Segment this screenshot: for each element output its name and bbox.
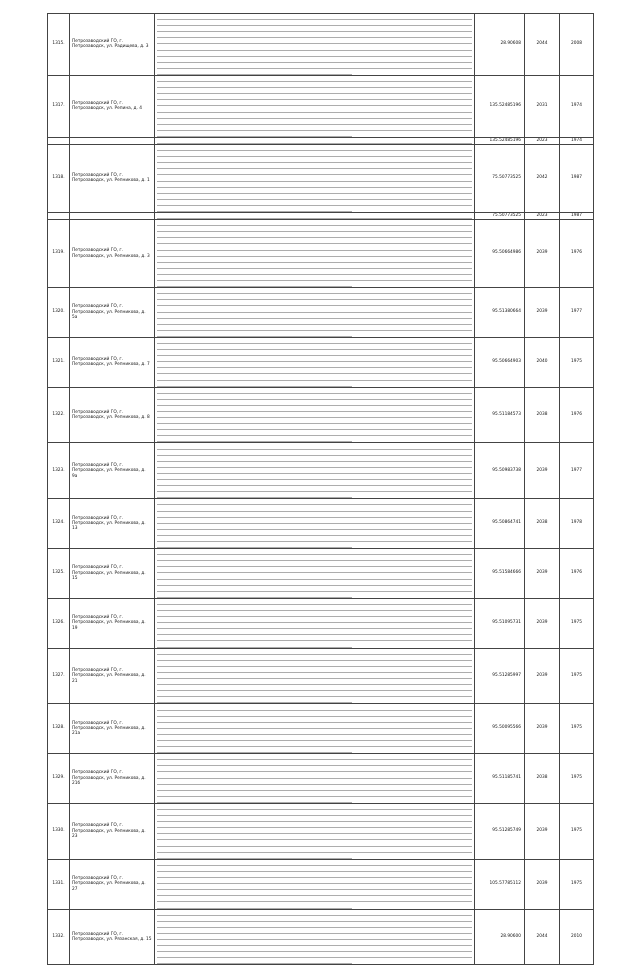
description-text-line [157, 612, 472, 618]
row-address [70, 137, 155, 144]
description-text-line [157, 698, 352, 704]
description-text-line [157, 388, 472, 394]
description-text-line [157, 338, 472, 344]
description-text-line [157, 829, 472, 835]
table-row [48, 499, 594, 549]
description-text-line [157, 125, 472, 131]
row-year-built: 1976 [560, 549, 594, 599]
description-text-line [157, 735, 472, 741]
description-text-line [157, 227, 472, 233]
description-text-line [157, 487, 472, 493]
description-text-line [157, 138, 472, 144]
row-address: Петрозаводский ГО, г. Петрозаводск, ул. Репникова, д. 9а [70, 443, 155, 499]
description-text-line [157, 413, 472, 419]
row-area-value: 95.51285749 [475, 803, 525, 859]
description-text-line [157, 15, 472, 21]
row-works-description [155, 220, 475, 288]
row-address: Петрозаводский ГО, г. Петрозаводск, ул. Рязанская, д. 15 [70, 909, 155, 965]
description-text-line [157, 152, 472, 158]
description-text-line [157, 275, 472, 281]
description-text-line [157, 891, 472, 897]
row-area-value: 28.90608 [475, 14, 525, 76]
row-area-value: 95.50664986 [475, 220, 525, 288]
row-address: Петрозаводский ГО, г. Петрозаводск, ул. Репникова, д. 19 [70, 598, 155, 648]
row-area-value: 75.50773525 [475, 144, 525, 212]
description-text-line [157, 574, 472, 580]
description-text-line [157, 131, 352, 137]
description-text-line [157, 755, 472, 761]
works-table [47, 13, 594, 965]
description-text-line [157, 95, 472, 101]
row-id: 1324. [48, 499, 70, 549]
description-text-line [157, 636, 472, 642]
description-text-line [157, 835, 472, 841]
table-row [48, 598, 594, 648]
description-text-line [157, 113, 472, 119]
row-area-value: 95.50095566 [475, 704, 525, 754]
row-id: 1325. [48, 549, 70, 599]
row-year-built: 1977 [560, 288, 594, 338]
description-text-line [157, 605, 472, 611]
row-address: Петрозаводский ГО, г. Петрозаводск, ул. Репина, д. 4 [70, 75, 155, 137]
description-text-line [157, 916, 472, 922]
description-text-line [157, 307, 472, 313]
table-row [48, 387, 594, 443]
description-text-line [157, 344, 472, 350]
row-works-description [155, 75, 475, 137]
row-address: Петрозаводский ГО, г. Петрозаводск, ул. Репникова, д. 13 [70, 499, 155, 549]
description-text-line [157, 717, 472, 723]
row-works-description [155, 598, 475, 648]
row-year-built: 1975 [560, 704, 594, 754]
row-year-planned: 2044 [525, 909, 560, 965]
description-text-line [157, 107, 472, 113]
row-year-planned: 2038 [525, 499, 560, 549]
description-text-line [157, 885, 472, 891]
description-text-line [157, 568, 472, 574]
description-text-line [157, 530, 472, 536]
description-text-line [157, 797, 352, 803]
table-row [48, 803, 594, 859]
row-area-value: 135.52485196 [475, 75, 525, 137]
description-text-line [157, 474, 472, 480]
row-year-built: 2010 [560, 909, 594, 965]
row-id [48, 137, 70, 144]
row-year-built: 2008 [560, 14, 594, 76]
description-text-line [157, 257, 472, 263]
row-year-built: 1976 [560, 220, 594, 288]
row-year-planned: 2039 [525, 549, 560, 599]
description-text-line [157, 51, 472, 57]
row-id: 1321. [48, 337, 70, 387]
row-works-description [155, 14, 475, 76]
row-year-built: 1975 [560, 754, 594, 804]
description-text-line [157, 562, 472, 568]
description-text-line [157, 444, 472, 450]
description-text-line [157, 188, 472, 194]
row-year-built: 1976 [560, 387, 594, 443]
row-id: 1318. [48, 144, 70, 212]
description-text-line [157, 27, 472, 33]
description-text-line [157, 748, 352, 754]
description-text-line [157, 686, 472, 692]
row-address: Петрозаводский ГО, г. Петрозаводск, ул. Репникова, д. 15 [70, 549, 155, 599]
row-year-planned: 2038 [525, 754, 560, 804]
description-text-line [157, 761, 472, 767]
description-text-line [157, 536, 472, 542]
table-row [48, 288, 594, 338]
description-text-line [157, 866, 472, 872]
description-text-line [157, 879, 472, 885]
row-area-value: 105.57785112 [475, 859, 525, 909]
description-text-line [157, 462, 472, 468]
description-text-line [157, 791, 472, 797]
description-text-line [157, 263, 472, 269]
row-address: Петрозаводский ГО, г. Петрозаводск, ул. Репникова, д. 21б [70, 754, 155, 804]
row-id: 1332. [48, 909, 70, 965]
row-address: Петрозаводский ГО, г. Петрозаводск, ул. Репникова, д. 5а [70, 288, 155, 338]
row-area-value: 95.51380664 [475, 288, 525, 338]
table-row [48, 648, 594, 704]
description-text-line [157, 642, 352, 648]
row-area-value: 95.50983738 [475, 443, 525, 499]
description-text-line [157, 200, 472, 206]
description-text-line [157, 940, 472, 946]
row-area-value: 135.52485196 [475, 137, 525, 144]
description-text-line [157, 500, 472, 506]
table-row [48, 704, 594, 754]
row-works-description [155, 144, 475, 212]
description-text-line [157, 592, 352, 598]
row-year-built: 1977 [560, 443, 594, 499]
description-text-line [157, 233, 472, 239]
description-text-line [157, 57, 472, 63]
row-year-planned: 2023 [525, 137, 560, 144]
description-text-line [157, 101, 472, 107]
description-text-line [157, 680, 472, 686]
description-text-line [157, 39, 472, 45]
row-id: 1323. [48, 443, 70, 499]
row-works-description [155, 137, 475, 144]
description-text-line [157, 493, 352, 499]
description-text-line [157, 506, 472, 512]
row-year-built: 1975 [560, 598, 594, 648]
description-text-line [157, 400, 472, 406]
description-text-line [157, 897, 472, 903]
row-id: 1331. [48, 859, 70, 909]
row-year-planned: 2039 [525, 704, 560, 754]
description-text-line [157, 431, 472, 437]
description-text-line [157, 928, 472, 934]
description-text-line [157, 624, 472, 630]
table-row [48, 137, 594, 144]
description-text-line [157, 425, 472, 431]
description-text-line [157, 773, 472, 779]
description-text-line [157, 76, 472, 82]
description-text-line [157, 313, 472, 319]
row-year-built: 1975 [560, 859, 594, 909]
row-address: Петрозаводский ГО, г. Петрозаводск, ул. Репникова, д. 21а [70, 704, 155, 754]
description-text-line [157, 289, 472, 295]
table-row [48, 337, 594, 387]
description-text-line [157, 853, 352, 859]
table-row [48, 213, 594, 220]
row-address: Петрозаводский ГО, г. Петрозаводск, ул. Репникова, д. 21 [70, 648, 155, 704]
row-works-description [155, 213, 475, 220]
row-year-built: 1978 [560, 499, 594, 549]
row-address: Петрозаводский ГО, г. Петрозаводск, ул. Репникова, д. 23 [70, 803, 155, 859]
row-id: 1329. [48, 754, 70, 804]
description-text-line [157, 550, 472, 556]
description-text-line [157, 119, 472, 125]
description-text-line [157, 394, 472, 400]
description-text-line [157, 437, 352, 443]
description-text-line [157, 512, 472, 518]
description-text-line [157, 847, 472, 853]
description-text-line [157, 667, 472, 673]
description-text-line [157, 518, 472, 524]
description-text-line [157, 785, 472, 791]
description-text-line [157, 450, 472, 456]
description-text-line [157, 164, 472, 170]
row-year-built: 1974 [560, 137, 594, 144]
row-area-value: 95.50864741 [475, 499, 525, 549]
row-id [48, 213, 70, 220]
description-text-line [157, 959, 352, 965]
row-year-built: 1975 [560, 337, 594, 387]
description-text-line [157, 767, 472, 773]
description-text-line [157, 556, 472, 562]
description-text-line [157, 729, 472, 735]
row-works-description [155, 754, 475, 804]
row-year-planned: 2039 [525, 803, 560, 859]
description-text-line [157, 481, 472, 487]
row-year-built: 1975 [560, 648, 594, 704]
description-text-line [157, 214, 472, 220]
row-works-description [155, 337, 475, 387]
description-text-line [157, 357, 472, 363]
description-text-line [157, 711, 472, 717]
row-works-description [155, 549, 475, 599]
table-row [48, 75, 594, 137]
row-area-value: 28.90600 [475, 909, 525, 965]
description-text-line [157, 83, 472, 89]
description-text-line [157, 221, 472, 227]
table-row [48, 144, 594, 212]
row-works-description [155, 704, 475, 754]
description-text-line [157, 145, 472, 151]
row-id: 1327. [48, 648, 70, 704]
row-address: Петрозаводский ГО, г. Петрозаводск, ул. Репникова, д. 7 [70, 337, 155, 387]
description-text-line [157, 331, 352, 337]
description-text-line [157, 89, 472, 95]
description-text-line [157, 239, 472, 245]
row-year-planned: 2039 [525, 288, 560, 338]
row-id: 1319. [48, 220, 70, 288]
table-row [48, 220, 594, 288]
description-text-line [157, 363, 472, 369]
row-year-planned: 2042 [525, 144, 560, 212]
row-year-planned: 2023 [525, 213, 560, 220]
row-works-description [155, 859, 475, 909]
description-text-line [157, 194, 472, 200]
table-row [48, 859, 594, 909]
description-text-line [157, 673, 472, 679]
row-year-built: 1987 [560, 144, 594, 212]
description-text-line [157, 456, 472, 462]
description-text-line [157, 804, 472, 810]
description-text-line [157, 524, 472, 530]
description-text-line [157, 245, 472, 251]
row-area-value: 75.50773525 [475, 213, 525, 220]
description-text-line [157, 176, 472, 182]
row-year-planned: 2039 [525, 598, 560, 648]
description-text-line [157, 369, 472, 375]
row-id: 1328. [48, 704, 70, 754]
description-text-line [157, 419, 472, 425]
row-area-value: 95.51285997 [475, 648, 525, 704]
description-text-line [157, 251, 472, 257]
row-year-built: 1975 [560, 803, 594, 859]
description-text-line [157, 158, 472, 164]
description-text-line [157, 630, 472, 636]
description-text-line [157, 910, 472, 916]
row-year-planned: 2039 [525, 648, 560, 704]
description-text-line [157, 692, 472, 698]
description-text-line [157, 841, 472, 847]
description-text-line [157, 69, 352, 75]
row-year-planned: 2044 [525, 14, 560, 76]
row-year-planned: 2039 [525, 859, 560, 909]
row-area-value: 95.51584666 [475, 549, 525, 599]
description-text-line [157, 599, 472, 605]
row-area-value: 95.51095731 [475, 598, 525, 648]
table-row [48, 443, 594, 499]
description-text-line [157, 705, 472, 711]
description-text-line [157, 21, 472, 27]
description-text-line [157, 319, 472, 325]
row-works-description [155, 803, 475, 859]
description-text-line [157, 649, 472, 655]
row-year-planned: 2040 [525, 337, 560, 387]
row-area-value: 95.50664903 [475, 337, 525, 387]
description-text-line [157, 381, 352, 387]
row-works-description [155, 443, 475, 499]
row-works-description [155, 288, 475, 338]
description-text-line [157, 182, 472, 188]
description-text-line [157, 580, 472, 586]
row-address: Петрозаводский ГО, г. Петрозаводск, ул. Репникова, д. 8 [70, 387, 155, 443]
table-row [48, 549, 594, 599]
row-works-description [155, 387, 475, 443]
description-text-line [157, 860, 472, 866]
row-id: 1322. [48, 387, 70, 443]
description-text-line [157, 817, 472, 823]
description-text-line [157, 811, 472, 817]
row-year-planned: 2038 [525, 387, 560, 443]
description-text-line [157, 295, 472, 301]
description-text-line [157, 206, 352, 212]
description-text-line [157, 872, 472, 878]
row-address: Петрозаводский ГО, г. Петрозаводск, ул. Репникова, д. 3 [70, 220, 155, 288]
description-text-line [157, 953, 472, 959]
row-year-planned: 2039 [525, 220, 560, 288]
description-text-line [157, 618, 472, 624]
description-text-line [157, 655, 472, 661]
description-text-line [157, 301, 472, 307]
row-area-value: 95.51185741 [475, 754, 525, 804]
row-year-built: 1974 [560, 75, 594, 137]
description-text-line [157, 406, 472, 412]
row-address: Петрозаводский ГО, г. Петрозаводск, ул. Репникова, д. 27 [70, 859, 155, 909]
description-text-line [157, 922, 472, 928]
row-id: 1326. [48, 598, 70, 648]
row-year-built: 1987 [560, 213, 594, 220]
description-text-line [157, 33, 472, 39]
description-text-line [157, 779, 472, 785]
description-text-line [157, 934, 472, 940]
table-row [48, 909, 594, 965]
description-text-line [157, 741, 472, 747]
row-address: Петрозаводский ГО, г. Петрозаводск, ул. Радищева, д. 3 [70, 14, 155, 76]
description-text-line [157, 542, 352, 548]
description-text-line [157, 269, 472, 275]
description-text-line [157, 45, 472, 51]
row-id: 1315. [48, 14, 70, 76]
description-text-line [157, 63, 472, 69]
description-text-line [157, 586, 472, 592]
description-text-line [157, 823, 472, 829]
description-text-line [157, 325, 472, 331]
description-text-line [157, 375, 472, 381]
description-text-line [157, 947, 472, 953]
description-text-line [157, 170, 472, 176]
description-text-line [157, 468, 472, 474]
table-row [48, 14, 594, 76]
table-body [48, 14, 594, 965]
description-text-line [157, 723, 472, 729]
row-area-value: 95.51184573 [475, 387, 525, 443]
row-address: Петрозаводский ГО, г. Петрозаводск, ул. Репникова, д. 1 [70, 144, 155, 212]
row-id: 1330. [48, 803, 70, 859]
row-works-description [155, 499, 475, 549]
row-id: 1317. [48, 75, 70, 137]
description-text-line [157, 282, 352, 288]
description-text-line [157, 351, 472, 357]
table-row [48, 754, 594, 804]
description-text-line [157, 661, 472, 667]
description-text-line [157, 903, 352, 909]
row-address [70, 213, 155, 220]
row-works-description [155, 648, 475, 704]
row-year-planned: 2039 [525, 443, 560, 499]
row-id: 1320. [48, 288, 70, 338]
row-works-description [155, 909, 475, 965]
row-year-planned: 2031 [525, 75, 560, 137]
